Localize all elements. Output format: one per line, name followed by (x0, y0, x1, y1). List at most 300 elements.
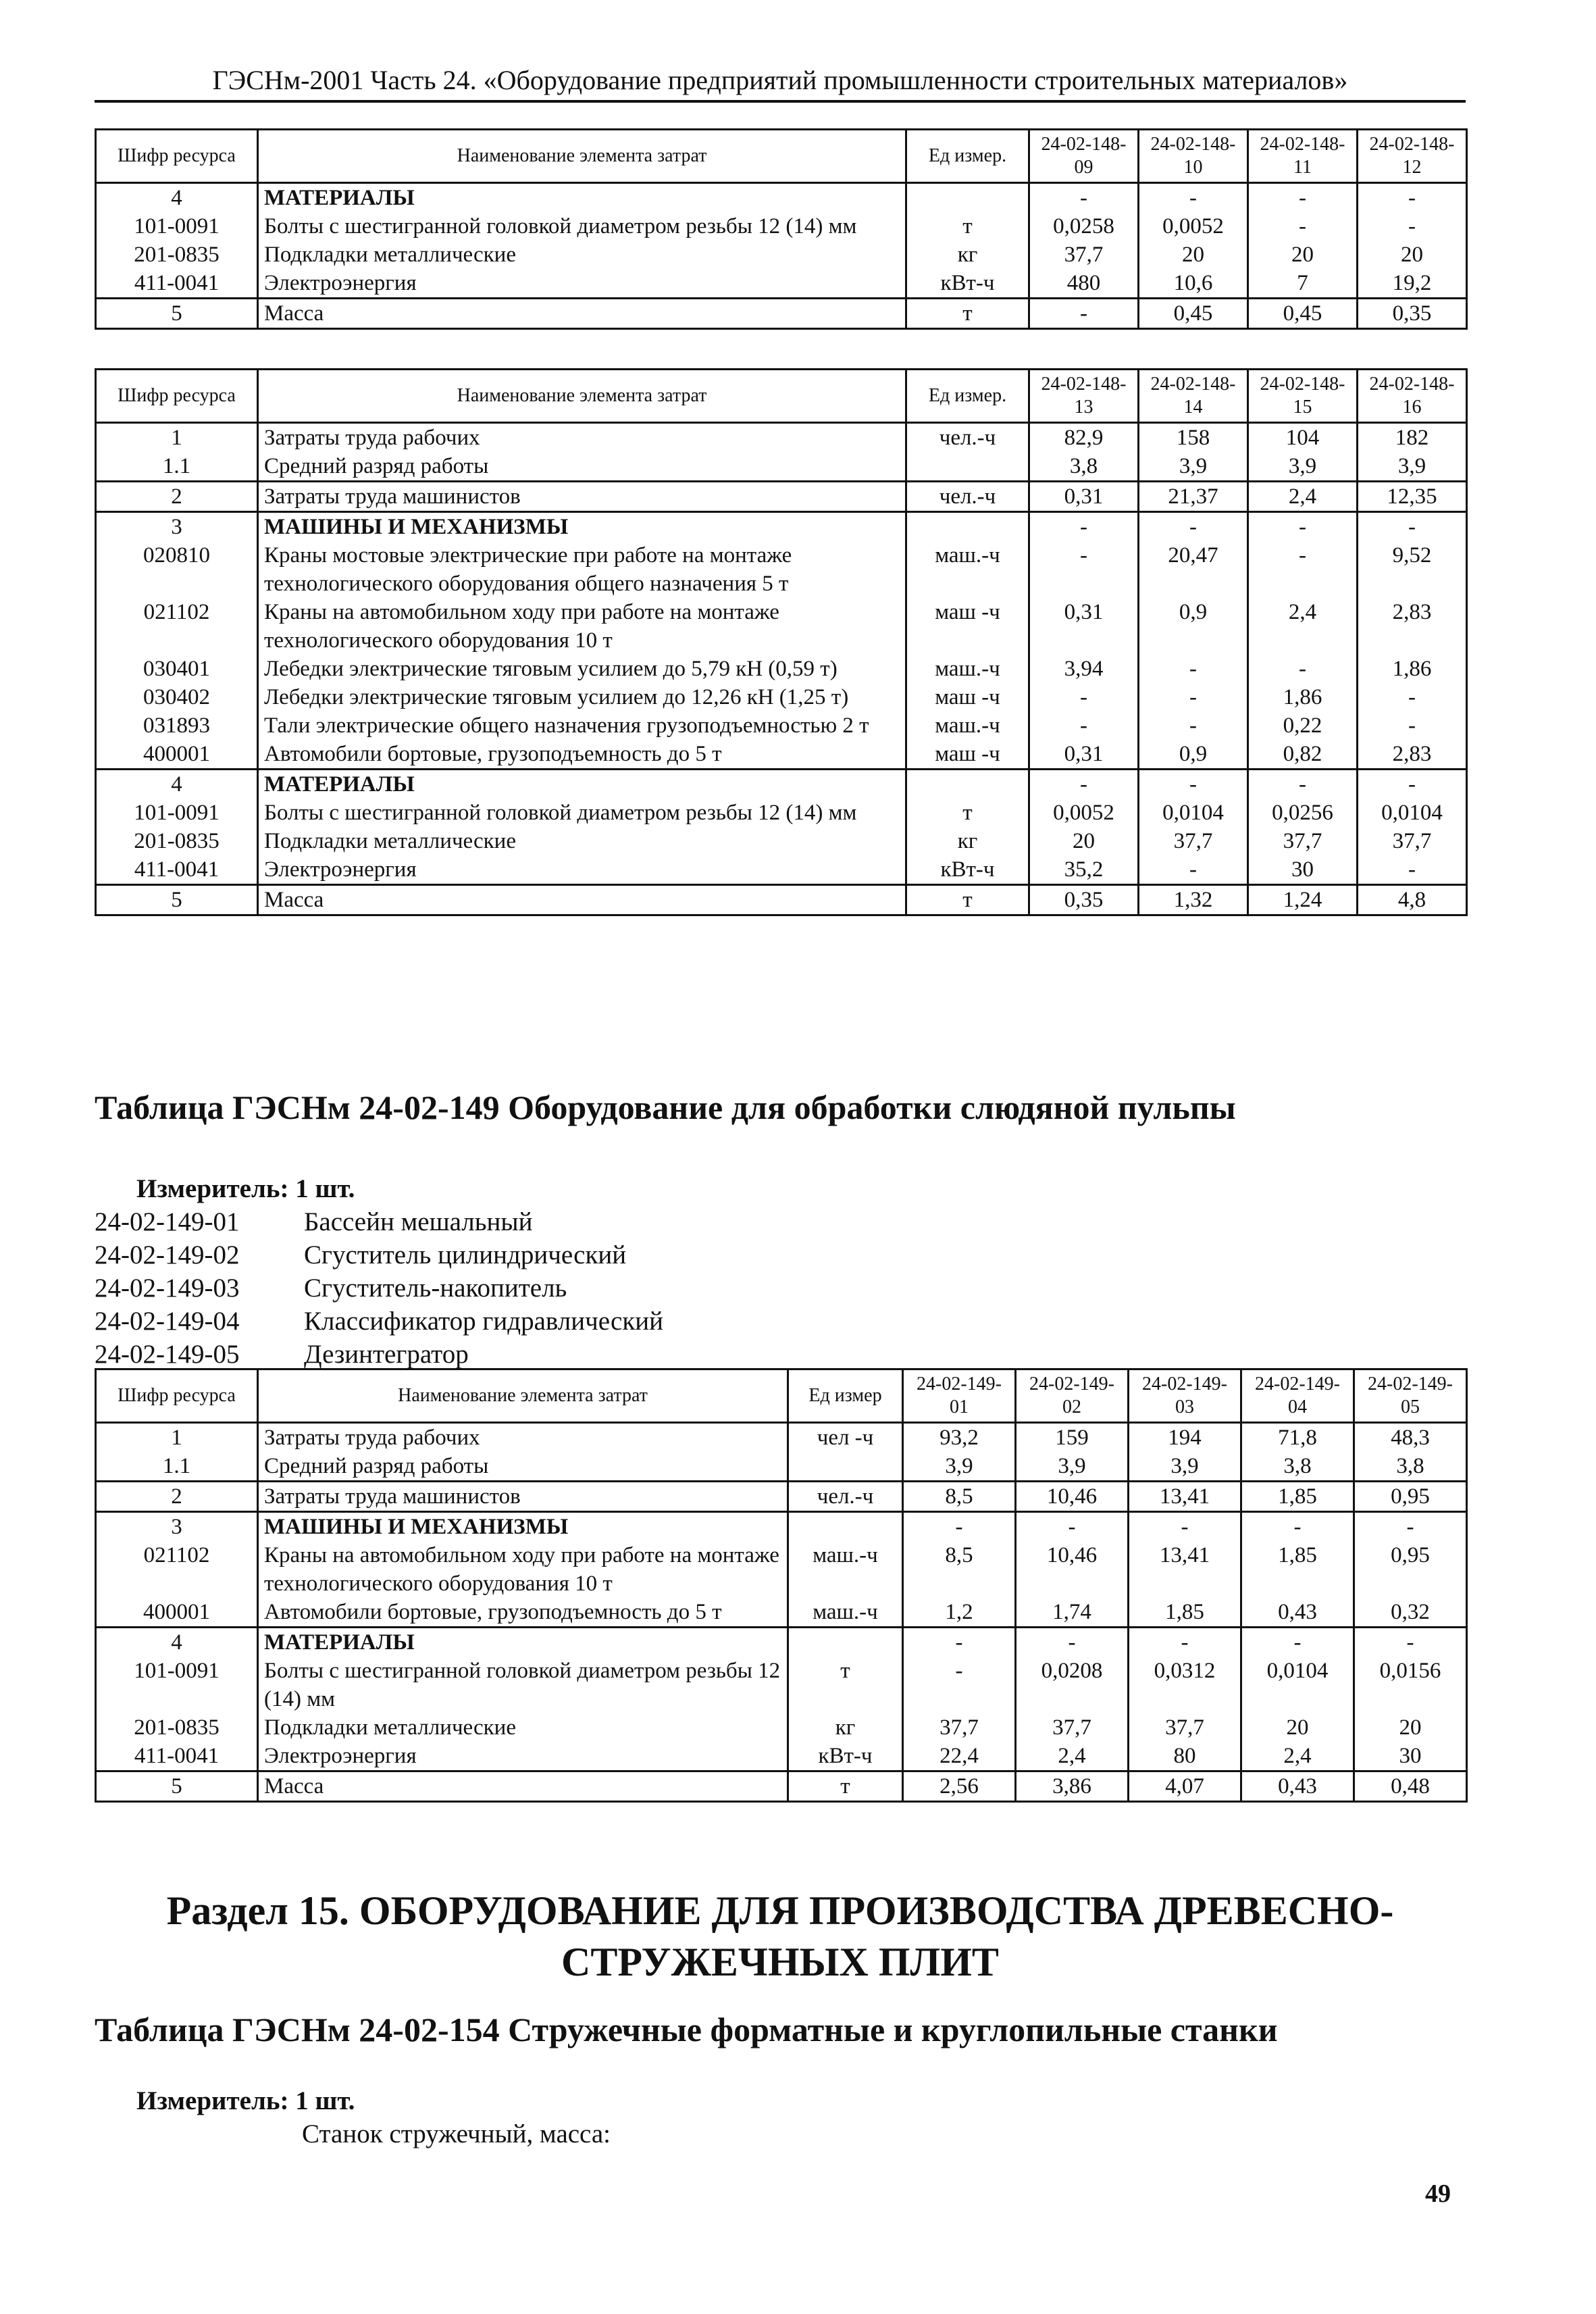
cell-value: - (1139, 512, 1248, 542)
cell-value: 9,52 (1358, 541, 1467, 598)
cell-unit: чел -ч (788, 1423, 903, 1453)
cell-value: 0,95 (1354, 1482, 1467, 1512)
resource-table-148-09-12 (95, 128, 1468, 330)
table-row (96, 1598, 1467, 1628)
cell-value: 0,0312 (1129, 1657, 1241, 1713)
cell-code: 411-0041 (96, 269, 258, 299)
table-group-row (96, 1512, 1467, 1542)
cell-value: 22,4 (903, 1742, 1016, 1771)
cell-code: 201-0835 (96, 827, 258, 855)
list-item (95, 1205, 663, 1238)
cell-name: Затраты труда рабочих (258, 1423, 788, 1453)
cell-value: - (1354, 1628, 1467, 1657)
col-header-code: Шифр ресурса (96, 130, 258, 183)
cell-value: - (1016, 1628, 1129, 1657)
table-149-title: Таблица ГЭСНм 24-02-149 Оборудование для обработки слюдяной пульпы (95, 1088, 1236, 1126)
cell-unit: т (788, 1657, 903, 1713)
cell-name: Затраты труда машинистов (258, 1482, 788, 1512)
cell-value: 0,95 (1354, 1541, 1467, 1598)
cell-value: 30 (1354, 1742, 1467, 1771)
col-header-name: Наименование элемента затрат (258, 370, 906, 423)
measure-line (136, 2084, 611, 2117)
cell-value: - (1029, 770, 1139, 799)
resource-table-149 (95, 1368, 1468, 1803)
col-header-name: Наименование элемента затрат (258, 130, 906, 183)
cell-value: 1,85 (1241, 1541, 1354, 1598)
cell-value: 20 (1358, 241, 1467, 269)
cell-code: 400001 (96, 740, 258, 770)
cell-value: - (1029, 183, 1139, 213)
cell-value: 37,7 (1358, 827, 1467, 855)
cell-value: 8,5 (903, 1541, 1016, 1598)
cell-value: 0,0052 (1139, 212, 1248, 241)
cell-value: - (1248, 655, 1358, 683)
cell-name: Краны мостовые электрические при работе на монтаже технологического оборудования общего назначения 5 т (258, 541, 906, 598)
item-code: 24-02-149-04 (95, 1307, 240, 1336)
cell-value: - (1241, 1512, 1354, 1542)
item-code: 24-02-149-03 (95, 1274, 240, 1303)
cell-code: 411-0041 (96, 855, 258, 885)
cell-name: МАТЕРИАЛЫ (258, 770, 906, 799)
cell-value: 21,37 (1139, 482, 1248, 512)
cell-value: 7 (1248, 269, 1358, 299)
cell-unit: маш.-ч (906, 655, 1029, 683)
cell-value: 2,4 (1241, 1742, 1354, 1771)
cell-value: 2,4 (1016, 1742, 1129, 1771)
cell-value: - (1129, 1628, 1241, 1657)
cell-value: 0,82 (1248, 740, 1358, 770)
cell-value: 20 (1139, 241, 1248, 269)
cell-value: 159 (1016, 1423, 1129, 1453)
cell-value: 35,2 (1029, 855, 1139, 885)
cell-unit: т (788, 1771, 903, 1802)
cell-value: 0,0104 (1139, 799, 1248, 827)
cell-value: 3,9 (1016, 1452, 1129, 1482)
table-row (96, 1423, 1467, 1453)
cell-value: - (1358, 683, 1467, 711)
section-title-line: СТРУЖЕЧНЫХ ПЛИТ (561, 1940, 999, 1984)
list-item (95, 1305, 663, 1338)
cell-unit: чел.-ч (906, 423, 1029, 453)
cell-code: 020810 (96, 541, 258, 598)
cell-unit (906, 770, 1029, 799)
cell-value: 20 (1248, 241, 1358, 269)
cell-unit (788, 1512, 903, 1542)
table-row (96, 1742, 1467, 1771)
cell-unit: т (906, 299, 1029, 329)
table-row (96, 241, 1467, 269)
table-row (96, 212, 1467, 241)
item-code: 24-02-149-02 (95, 1240, 240, 1269)
cell-value: - (1139, 855, 1248, 885)
cell-value: - (1139, 683, 1248, 711)
section-title-line: Раздел 15. ОБОРУДОВАНИЕ ДЛЯ ПРОИЗВОДСТВА ДРЕВЕСНО- (166, 1888, 1394, 1933)
cell-value: 48,3 (1354, 1423, 1467, 1453)
item-name: Дезинтегратор (304, 1340, 469, 1369)
cell-value: 0,0104 (1241, 1657, 1354, 1713)
measure-line (95, 1172, 663, 1205)
cell-value: 2,83 (1358, 740, 1467, 770)
cell-value: 20 (1241, 1713, 1354, 1742)
item-name: Бассейн мешальный (304, 1207, 533, 1236)
list-item (95, 1338, 663, 1371)
cell-value: 0,32 (1354, 1598, 1467, 1628)
cell-value: 1,24 (1248, 885, 1358, 915)
col-header-norm: 24-02-148-11 (1248, 130, 1358, 183)
table-group-row (96, 299, 1467, 329)
cell-value: 3,94 (1029, 655, 1139, 683)
cell-value: 20 (1354, 1713, 1467, 1742)
cell-name: Подкладки металлические (258, 241, 906, 269)
cell-value: 3,8 (1241, 1452, 1354, 1482)
cell-value: - (1139, 183, 1248, 213)
cell-value: - (903, 1657, 1016, 1713)
cell-value: 0,45 (1248, 299, 1358, 329)
cell-value: 4,8 (1358, 885, 1467, 915)
cell-name: Краны на автомобильном ходу при работе на монтаже технологического оборудования 10 т (258, 1541, 788, 1598)
cell-code: 5 (96, 1771, 258, 1802)
cell-name: Автомобили бортовые, грузоподъемность до 5 т (258, 740, 906, 770)
table-group-row (96, 770, 1467, 799)
cell-value: 37,7 (1029, 241, 1139, 269)
col-header-norm: 24-02-149-01 (903, 1369, 1016, 1423)
item-code: 24-02-149-05 (95, 1340, 240, 1369)
table-row (96, 541, 1467, 598)
cell-value: - (1139, 711, 1248, 740)
cell-name: Лебедки электрические тяговым усилием до 12,26 кН (1,25 т) (258, 683, 906, 711)
cell-unit: кг (906, 241, 1029, 269)
col-header-norm: 24-02-148-16 (1358, 370, 1467, 423)
cell-unit: т (906, 885, 1029, 915)
cell-value: - (1358, 855, 1467, 885)
cell-value: - (1139, 655, 1248, 683)
table-row (96, 1657, 1467, 1713)
cell-code: 021102 (96, 1541, 258, 1598)
cell-value: 0,31 (1029, 598, 1139, 655)
cell-unit: маш.-ч (788, 1598, 903, 1628)
cell-name: Болты с шестигранной головкой диаметром резьбы 12 (14) мм (258, 1657, 788, 1713)
cell-value: 3,9 (1129, 1452, 1241, 1482)
cell-name: Масса (258, 1771, 788, 1802)
cell-value: 0,45 (1139, 299, 1248, 329)
cell-value: 0,43 (1241, 1598, 1354, 1628)
col-header-code: Шифр ресурса (96, 370, 258, 423)
cell-unit: кг (906, 827, 1029, 855)
col-header-norm: 24-02-149-03 (1129, 1369, 1241, 1423)
cell-unit: кг (788, 1713, 903, 1742)
table-row (96, 683, 1467, 711)
cell-name: Электроэнергия (258, 269, 906, 299)
col-header-norm: 24-02-148-14 (1139, 370, 1248, 423)
table-group-row (96, 1771, 1467, 1802)
cell-name: Подкладки металлические (258, 827, 906, 855)
cell-code: 021102 (96, 598, 258, 655)
cell-code: 1.1 (96, 1452, 258, 1482)
cell-unit: т (906, 799, 1029, 827)
cell-value: 0,0052 (1029, 799, 1139, 827)
cell-value: 37,7 (1139, 827, 1248, 855)
cell-code: 5 (96, 885, 258, 915)
cell-code: 030401 (96, 655, 258, 683)
cell-value: 0,48 (1354, 1771, 1467, 1802)
cell-value: - (1029, 683, 1139, 711)
cell-unit (788, 1452, 903, 1482)
cell-value: 2,4 (1248, 482, 1358, 512)
cell-code: 030402 (96, 683, 258, 711)
cell-value: - (1358, 770, 1467, 799)
cell-name: Болты с шестигранной головкой диаметром резьбы 12 (14) мм (258, 799, 906, 827)
cell-unit: кВт-ч (906, 855, 1029, 885)
cell-value: 0,0258 (1029, 212, 1139, 241)
cell-value: 1,86 (1248, 683, 1358, 711)
cell-value: 12,35 (1358, 482, 1467, 512)
cell-value: - (1354, 1512, 1467, 1542)
cell-value: 13,41 (1129, 1482, 1241, 1512)
table-row (96, 423, 1467, 453)
cell-value: 37,7 (1248, 827, 1358, 855)
table-154-measure (95, 2084, 611, 2150)
cell-value: 10,6 (1139, 269, 1248, 299)
cell-code: 1.1 (96, 452, 258, 482)
cell-unit: чел.-ч (788, 1482, 903, 1512)
cell-value: 0,9 (1139, 598, 1248, 655)
cell-value: - (1358, 212, 1467, 241)
cell-value: - (1248, 512, 1358, 542)
cell-value: 194 (1129, 1423, 1241, 1453)
cell-value: 3,8 (1354, 1452, 1467, 1482)
cell-value: 3,9 (903, 1452, 1016, 1482)
cell-unit: маш -ч (906, 683, 1029, 711)
table-row (96, 655, 1467, 683)
cell-value: 1,74 (1016, 1598, 1129, 1628)
cell-code: 201-0835 (96, 1713, 258, 1742)
cell-name: МАШИНЫ И МЕХАНИЗМЫ (258, 512, 906, 542)
cell-name: Тали электрические общего назначения грузоподъемностью 2 т (258, 711, 906, 740)
item-code: 24-02-149-01 (95, 1207, 240, 1236)
cell-value: 480 (1029, 269, 1139, 299)
cell-code: 4 (96, 1628, 258, 1657)
cell-value: 3,86 (1016, 1771, 1129, 1802)
table-row (96, 799, 1467, 827)
cell-value: 19,2 (1358, 269, 1467, 299)
cell-code: 031893 (96, 711, 258, 740)
cell-value: 0,31 (1029, 482, 1139, 512)
cell-value: 80 (1129, 1742, 1241, 1771)
cell-unit: маш -ч (906, 598, 1029, 655)
cell-value: 0,31 (1029, 740, 1139, 770)
table-group-row (96, 512, 1467, 542)
table-row (96, 740, 1467, 770)
cell-value: 3,9 (1139, 452, 1248, 482)
col-header-code: Шифр ресурса (96, 1369, 258, 1423)
list-item (95, 1238, 663, 1272)
col-header-unit: Ед измер (788, 1369, 903, 1423)
cell-name: Электроэнергия (258, 1742, 788, 1771)
item-name: Сгуститель-накопитель (304, 1274, 567, 1303)
cell-value: - (1241, 1628, 1354, 1657)
cell-value: 0,0208 (1016, 1657, 1129, 1713)
cell-value: 158 (1139, 423, 1248, 453)
cell-name: Масса (258, 299, 906, 329)
cell-value: - (1016, 1512, 1129, 1542)
cell-value: 1,2 (903, 1598, 1016, 1628)
table-154-subtitle: Станок стружечный, масса: (302, 2119, 611, 2148)
cell-name: Электроэнергия (258, 855, 906, 885)
table-row (96, 452, 1467, 482)
cell-value: - (1029, 512, 1139, 542)
cell-unit: маш -ч (906, 740, 1029, 770)
table-row (96, 598, 1467, 655)
cell-value: 13,41 (1129, 1541, 1241, 1598)
cell-value: 0,35 (1358, 299, 1467, 329)
cell-unit: маш.-ч (788, 1541, 903, 1598)
cell-value: 0,9 (1139, 740, 1248, 770)
cell-value: - (1248, 770, 1358, 799)
cell-value: - (1029, 541, 1139, 598)
cell-code: 1 (96, 1423, 258, 1453)
cell-name: Затраты труда машинистов (258, 482, 906, 512)
cell-unit (906, 452, 1029, 482)
cell-name: МАШИНЫ И МЕХАНИЗМЫ (258, 1512, 788, 1542)
cell-value: 37,7 (1016, 1713, 1129, 1742)
cell-value: 3,9 (1248, 452, 1358, 482)
cell-value: 37,7 (903, 1713, 1016, 1742)
table-group-row (96, 482, 1467, 512)
measure-label: Измеритель: (136, 2086, 289, 2115)
col-header-norm: 24-02-148-12 (1358, 130, 1467, 183)
cell-value: 1,85 (1241, 1482, 1354, 1512)
cell-value: 1,32 (1139, 885, 1248, 915)
cell-value: - (1139, 770, 1248, 799)
measure-value: 1 шт. (295, 2086, 355, 2115)
cell-value: 20,47 (1139, 541, 1248, 598)
cell-unit: кВт-ч (906, 269, 1029, 299)
table-row (96, 269, 1467, 299)
cell-value: 20 (1029, 827, 1139, 855)
col-header-norm: 24-02-149-02 (1016, 1369, 1129, 1423)
measure-label: Измеритель: (136, 1174, 289, 1203)
cell-value: 0,0256 (1248, 799, 1358, 827)
cell-value: 104 (1248, 423, 1358, 453)
table-row (96, 711, 1467, 740)
cell-value: - (1248, 212, 1358, 241)
col-header-name: Наименование элемента затрат (258, 1369, 788, 1423)
cell-value: 182 (1358, 423, 1467, 453)
col-header-norm: 24-02-148-10 (1139, 130, 1248, 183)
cell-value: 2,4 (1248, 598, 1358, 655)
list-item (95, 1272, 663, 1305)
cell-value: - (1029, 299, 1139, 329)
table-group-row (96, 1628, 1467, 1657)
cell-value: 82,9 (1029, 423, 1139, 453)
cell-name: Болты с шестигранной головкой диаметром резьбы 12 (14) мм (258, 212, 906, 241)
cell-name: Затраты труда рабочих (258, 423, 906, 453)
cell-value: - (1358, 512, 1467, 542)
cell-code: 4 (96, 770, 258, 799)
cell-unit: чел.-ч (906, 482, 1029, 512)
cell-value: - (1358, 183, 1467, 213)
cell-code: 2 (96, 1482, 258, 1512)
col-header-norm: 24-02-148-15 (1248, 370, 1358, 423)
cell-value: - (1358, 711, 1467, 740)
col-header-norm: 24-02-148-09 (1029, 130, 1139, 183)
table-group-row (96, 183, 1467, 213)
cell-code: 2 (96, 482, 258, 512)
cell-name: Подкладки металлические (258, 1713, 788, 1742)
table-row (96, 1541, 1467, 1598)
table-row (96, 827, 1467, 855)
cell-value: 4,07 (1129, 1771, 1241, 1802)
cell-value: 8,5 (903, 1482, 1016, 1512)
col-header-norm: 24-02-149-04 (1241, 1369, 1354, 1423)
cell-unit (906, 512, 1029, 542)
cell-unit: маш.-ч (906, 541, 1029, 598)
col-header-unit: Ед измер. (906, 130, 1029, 183)
measure-value: 1 шт. (295, 1174, 355, 1203)
cell-value: 1,85 (1129, 1598, 1241, 1628)
col-header-norm: 24-02-149-05 (1354, 1369, 1467, 1423)
table-row (96, 855, 1467, 885)
cell-value: 0,35 (1029, 885, 1139, 915)
table-group-row (96, 885, 1467, 915)
table-row (96, 1713, 1467, 1742)
cell-value: - (1129, 1512, 1241, 1542)
cell-name: Лебедки электрические тяговым усилием до 5,79 кН (0,59 т) (258, 655, 906, 683)
cell-value: - (1248, 541, 1358, 598)
table-154-title: Таблица ГЭСНм 24-02-154 Стружечные форматные и круглопильные станки (95, 2011, 1278, 2048)
col-header-unit: Ед измер. (906, 370, 1029, 423)
cell-code: 411-0041 (96, 1742, 258, 1771)
cell-value: 10,46 (1016, 1482, 1129, 1512)
table-group-row (96, 1482, 1467, 1512)
cell-code: 5 (96, 299, 258, 329)
cell-code: 3 (96, 512, 258, 542)
col-header-norm: 24-02-148-13 (1029, 370, 1139, 423)
cell-value: 0,0104 (1358, 799, 1467, 827)
resource-table-148-13-16 (95, 368, 1468, 916)
cell-value: 0,0156 (1354, 1657, 1467, 1713)
cell-value: 2,83 (1358, 598, 1467, 655)
cell-name: Средний разряд работы (258, 452, 906, 482)
cell-code: 4 (96, 183, 258, 213)
cell-name: Масса (258, 885, 906, 915)
cell-value: - (903, 1512, 1016, 1542)
cell-value: 37,7 (1129, 1713, 1241, 1742)
cell-name: Средний разряд работы (258, 1452, 788, 1482)
section-15-title (95, 1885, 1466, 1988)
cell-value: 1,86 (1358, 655, 1467, 683)
cell-code: 201-0835 (96, 241, 258, 269)
cell-code: 400001 (96, 1598, 258, 1628)
cell-unit (788, 1628, 903, 1657)
cell-value: 71,8 (1241, 1423, 1354, 1453)
cell-value: - (903, 1628, 1016, 1657)
cell-code: 101-0091 (96, 212, 258, 241)
cell-name: МАТЕРИАЛЫ (258, 1628, 788, 1657)
cell-value: 30 (1248, 855, 1358, 885)
item-name: Классификатор гидравлический (304, 1307, 664, 1336)
cell-value: 0,43 (1241, 1771, 1354, 1802)
cell-unit: кВт-ч (788, 1742, 903, 1771)
cell-code: 101-0091 (96, 1657, 258, 1713)
cell-value: 10,46 (1016, 1541, 1129, 1598)
cell-code: 101-0091 (96, 799, 258, 827)
cell-value: 3,8 (1029, 452, 1139, 482)
cell-value: 3,9 (1358, 452, 1467, 482)
cell-value: - (1248, 183, 1358, 213)
cell-code: 3 (96, 1512, 258, 1542)
table-row (96, 1452, 1467, 1482)
